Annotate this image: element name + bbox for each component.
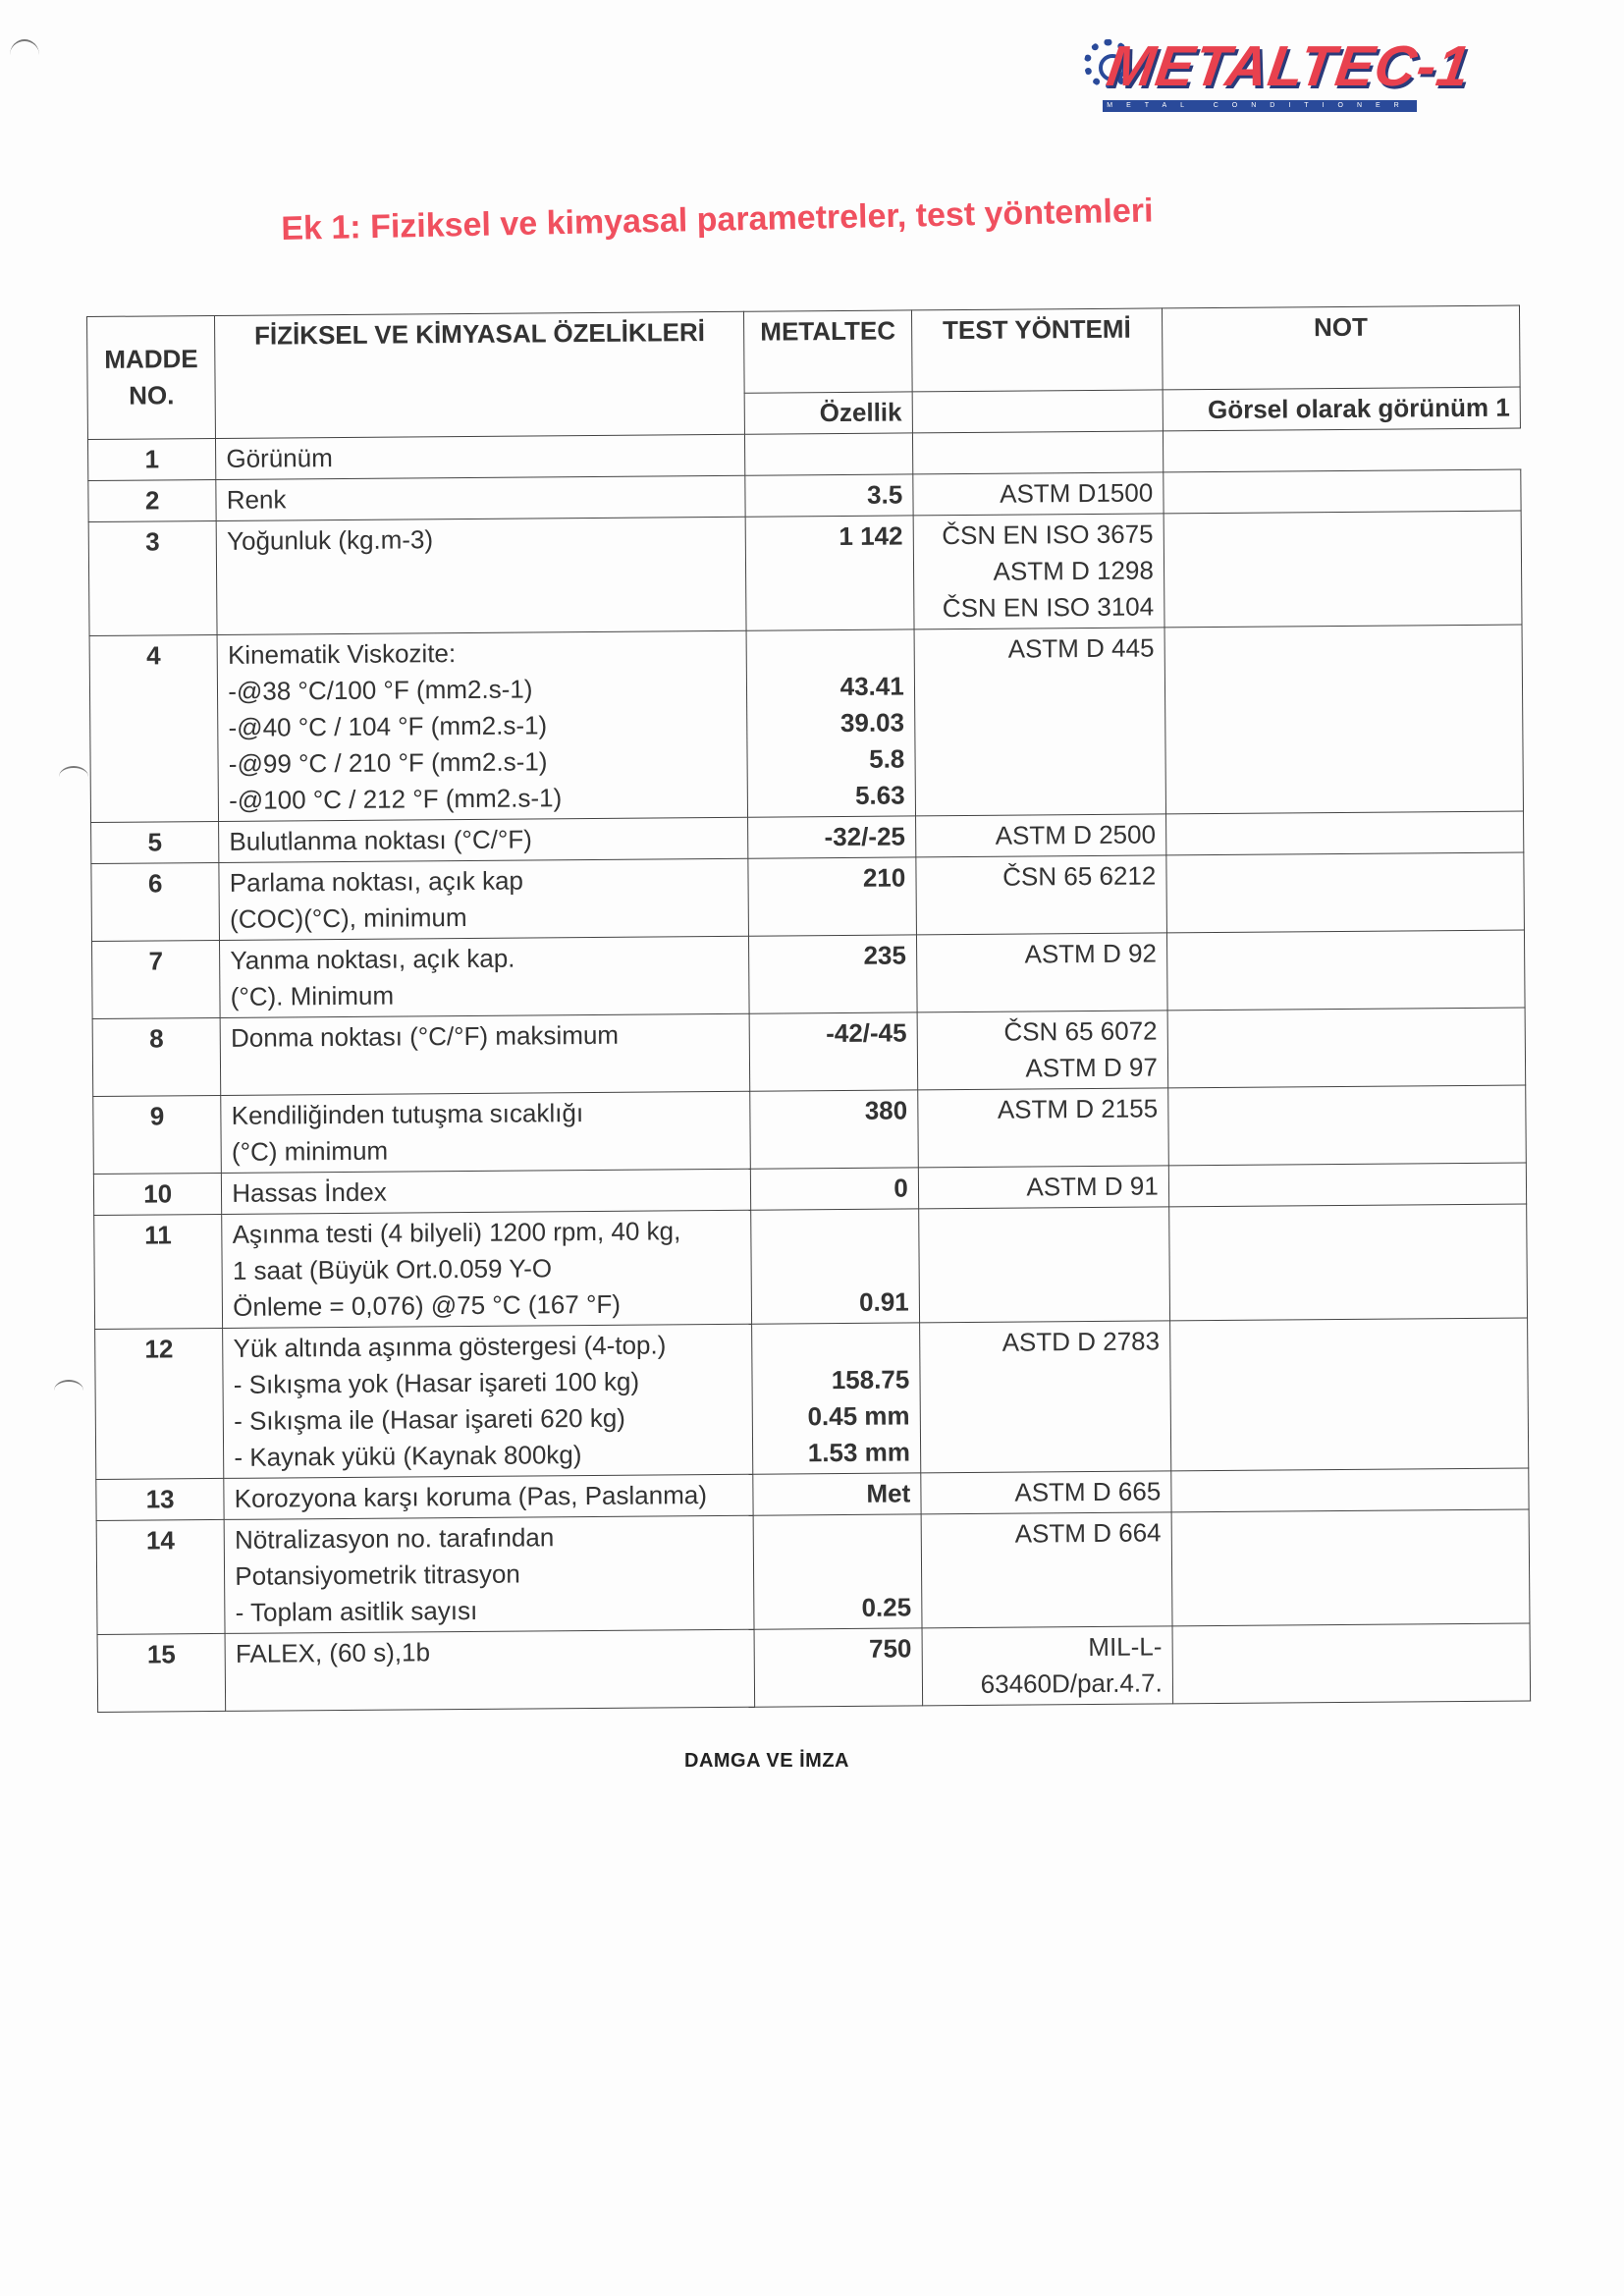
property-line: Renk	[226, 484, 287, 515]
value-line	[764, 1516, 911, 1554]
property-line: Aşınma testi (4 bilyeli) 1200 rpm, 40 kg,	[232, 1216, 681, 1249]
row-property	[216, 434, 745, 479]
table-row	[96, 1509, 1530, 1634]
test-method-line: ČSN EN ISO 3675	[942, 519, 1154, 551]
row-number: 1	[87, 438, 216, 480]
row-number: 4	[89, 634, 219, 822]
property-line: - Toplam asitlik sayısı	[235, 1595, 478, 1627]
value-line: 5.63	[854, 780, 905, 810]
row-test-method	[914, 628, 1166, 816]
row-metaltec-value	[745, 474, 913, 517]
property-line: Kendiliğinden tutuşma sıcaklığı	[231, 1098, 584, 1130]
row-test-method	[918, 1207, 1169, 1323]
row-note	[1171, 1468, 1530, 1512]
table-row	[91, 930, 1525, 1018]
scan-artifact	[54, 1380, 83, 1401]
value-line: 210	[862, 862, 906, 893]
row-metaltec-value	[751, 1209, 919, 1324]
table-body	[87, 428, 1530, 1712]
row-note	[1168, 1085, 1527, 1166]
row-note	[1168, 1204, 1527, 1321]
test-method-line: ASTM D 665	[1014, 1476, 1162, 1507]
test-method-line: ASTD D 2783	[1001, 1326, 1161, 1357]
property-line: Nötralizasyon no. tarafından	[234, 1522, 555, 1555]
test-method-line: 63460D/par.4.7.	[980, 1667, 1163, 1699]
value-line	[762, 1247, 909, 1285]
row-property	[225, 1629, 755, 1711]
test-method-line: ASTM D 97	[1025, 1052, 1158, 1083]
property-line: Görünüm	[226, 443, 333, 473]
row-metaltec-value	[751, 1168, 919, 1210]
table-row	[94, 1204, 1528, 1329]
header-metaltec-sub: Özellik	[745, 392, 913, 434]
table-row	[95, 1318, 1529, 1479]
row-note	[1169, 1318, 1528, 1471]
row-property	[216, 475, 745, 520]
value-line: 0.91	[858, 1286, 909, 1317]
property-line: -@100 °C / 212 °F (mm2.s-1)	[229, 783, 563, 815]
row-note	[1165, 811, 1524, 855]
row-metaltec-value	[745, 433, 913, 475]
value-line: 750	[868, 1633, 912, 1664]
row-metaltec-value	[746, 629, 915, 817]
header-no: MADDE NO.	[87, 315, 216, 439]
table-row	[89, 625, 1523, 822]
row-property	[224, 1474, 753, 1519]
test-method-line: ASTM D 664	[1014, 1517, 1162, 1549]
row-note	[1164, 511, 1522, 628]
row-note	[1164, 469, 1522, 514]
row-number: 5	[91, 821, 220, 863]
value-line	[764, 1553, 911, 1590]
test-method-line: ČSN EN ISO 3104	[942, 591, 1155, 624]
row-metaltec-value	[745, 516, 913, 630]
row-metaltec-value	[750, 1090, 918, 1169]
row-number: 6	[91, 862, 220, 941]
property-line: -@40 °C / 104 °F (mm2.s-1)	[228, 710, 548, 742]
value-line: -32/-25	[824, 821, 906, 852]
row-metaltec-value	[754, 1628, 922, 1707]
value-line: 5.8	[869, 743, 905, 774]
row-test-method	[921, 1512, 1172, 1628]
row-property	[224, 1515, 754, 1633]
test-method-line: ASTM D1500	[1000, 477, 1154, 509]
row-note	[1167, 1008, 1526, 1088]
row-note	[1168, 1163, 1527, 1207]
parameters-table-wrap	[86, 305, 1531, 1713]
row-note	[1166, 852, 1525, 933]
header-metaltec: METALTEC	[744, 310, 912, 393]
row-number: 8	[92, 1017, 221, 1096]
property-line: - Sıkışma ile (Hasar işareti 620 kg)	[234, 1402, 626, 1436]
table-header-row	[87, 305, 1521, 398]
property-line: (°C) minimum	[231, 1135, 389, 1167]
row-metaltec-value	[748, 816, 916, 858]
test-method-line: ASTM D 2500	[995, 819, 1157, 850]
row-metaltec-value	[752, 1323, 921, 1474]
test-method-line: ASTM D 2155	[997, 1093, 1159, 1124]
parameters-table	[86, 305, 1531, 1713]
row-note	[1166, 930, 1525, 1011]
property-line: Yoğunluk (kg.m-3)	[226, 524, 434, 556]
row-property	[220, 1013, 750, 1095]
property-line: Önleme = 0,076) @75 °C (167 °F)	[233, 1288, 622, 1322]
test-method-line: ČSN 65 6072	[1003, 1015, 1158, 1047]
value-line: 0.25	[861, 1592, 912, 1622]
row-metaltec-value	[753, 1514, 921, 1629]
header-test-method: TEST YÖNTEMİ	[911, 308, 1163, 392]
row-number: 2	[88, 479, 217, 521]
row-property	[222, 1210, 752, 1328]
row-number: 15	[97, 1633, 226, 1712]
value-line	[762, 1211, 909, 1248]
test-method-line: ASTM D 445	[1007, 632, 1155, 664]
row-test-method	[916, 855, 1167, 935]
page-title: Ek 1: Fiziksel ve kimyasal parametreler, test yöntemleri	[281, 191, 1154, 247]
row-number: 13	[96, 1478, 225, 1520]
property-line: Donma noktası (°C/°F) maksimum	[230, 1019, 620, 1053]
row-note	[1164, 625, 1524, 814]
row-property	[220, 936, 750, 1017]
row-note	[1171, 1509, 1530, 1626]
header-property: FİZİKSEL VE KİMYASAL ÖZELİKLERİ	[215, 311, 745, 438]
property-line: Parlama noktası, açık kap	[229, 865, 524, 898]
value-line	[762, 1325, 909, 1362]
row-property	[222, 1169, 751, 1214]
row-number: 11	[94, 1214, 223, 1329]
value-line: 158.75	[831, 1364, 910, 1395]
test-method-line: ČSN 65 6212	[1002, 860, 1157, 892]
row-metaltec-value	[753, 1473, 921, 1515]
value-line: 235	[863, 940, 907, 970]
value-line: 3.5	[866, 479, 903, 510]
logo-brand: METALTEC-1	[1103, 34, 1475, 98]
row-property	[217, 630, 748, 821]
property-line	[236, 1668, 744, 1709]
property-line: Yanma noktası, açık kap.	[230, 943, 515, 975]
row-test-method	[919, 1321, 1170, 1473]
row-number: 10	[93, 1173, 222, 1215]
property-line: -@99 °C / 210 °F (mm2.s-1)	[228, 746, 548, 779]
property-line: 1 saat (Büyük Ort.0.059 Y-O	[232, 1253, 553, 1285]
value-line: -42/-45	[826, 1017, 907, 1049]
row-metaltec-value	[749, 1012, 917, 1091]
value-line: 1.53 mm	[807, 1437, 910, 1468]
value-line: Met	[866, 1478, 911, 1508]
scan-artifact	[59, 766, 88, 788]
row-note	[1172, 1623, 1531, 1704]
value-line: 0	[893, 1173, 908, 1203]
property-line: -@38 °C/100 °F (mm2.s-1)	[228, 674, 533, 706]
row-test-method	[917, 1088, 1168, 1168]
row-test-method	[913, 514, 1164, 629]
table-row	[92, 1008, 1526, 1096]
property-line: Hassas İndex	[232, 1176, 387, 1208]
stamp-signature-label: DAMGA VE İMZA	[684, 1750, 849, 1772]
row-property	[216, 517, 746, 634]
row-metaltec-value	[748, 857, 916, 936]
test-method-line: ASTM D 1298	[993, 555, 1154, 586]
row-test-method	[916, 933, 1167, 1012]
row-test-method	[917, 1011, 1168, 1090]
value-line: 43.41	[839, 671, 904, 701]
row-number: 7	[91, 940, 220, 1018]
metaltec-logo	[1078, 33, 1475, 110]
row-number: 3	[88, 520, 217, 635]
scan-artifact	[10, 39, 39, 71]
table-row	[93, 1085, 1527, 1174]
property-line: Yük altında aşınma göstergesi (4-top.)	[233, 1330, 667, 1363]
value-line: 380	[864, 1095, 908, 1125]
property-line: FALEX, (60 s),1b	[235, 1637, 431, 1668]
row-test-method	[918, 1166, 1168, 1209]
row-number: 14	[96, 1519, 225, 1634]
value-line: 1 142	[839, 520, 903, 551]
table-row	[91, 852, 1525, 941]
value-line: 0.45 mm	[807, 1400, 910, 1432]
row-property	[219, 858, 749, 940]
property-line: Bulutlanma noktası (°C/°F)	[229, 824, 532, 856]
value-line	[757, 631, 904, 669]
value-line: 39.03	[839, 707, 905, 738]
property-line: - Sıkışma yok (Hasar işareti 100 kg)	[233, 1366, 640, 1399]
test-method-line: MIL-L-	[1088, 1631, 1163, 1663]
row-property	[221, 1091, 751, 1173]
row-test-method	[915, 814, 1165, 857]
row-test-method	[922, 1626, 1173, 1706]
header-test-sub	[912, 390, 1163, 433]
row-property	[219, 817, 748, 862]
property-line: Potansiyometrik titrasyon	[235, 1558, 520, 1591]
row-metaltec-value	[749, 935, 917, 1013]
test-method-line: ASTM D 91	[1026, 1171, 1159, 1202]
property-line: Kinematik Viskozite:	[227, 638, 457, 670]
property-line: (COC)(°C), minimum	[229, 902, 467, 934]
table-row	[97, 1623, 1531, 1712]
table-row	[88, 511, 1522, 635]
row-test-method	[921, 1471, 1171, 1514]
row-test-method	[913, 472, 1164, 516]
row-1-note: Görsel olarak görünüm 1	[1163, 387, 1521, 431]
row-property	[223, 1324, 753, 1478]
row-test-method	[912, 431, 1163, 474]
row-number: 9	[93, 1095, 222, 1174]
test-method-line: ASTM D 92	[1024, 938, 1158, 969]
header-note: NOT	[1162, 305, 1520, 390]
property-line: - Kaynak yükü (Kaynak 800kg)	[234, 1440, 582, 1472]
property-line: Korozyona karşı koruma (Pas, Paslanma)	[234, 1480, 708, 1513]
property-line: (°C). Minimum	[230, 980, 395, 1011]
logo-tagline: METAL CONDITIONER	[1103, 100, 1417, 112]
row-number: 12	[95, 1328, 224, 1479]
